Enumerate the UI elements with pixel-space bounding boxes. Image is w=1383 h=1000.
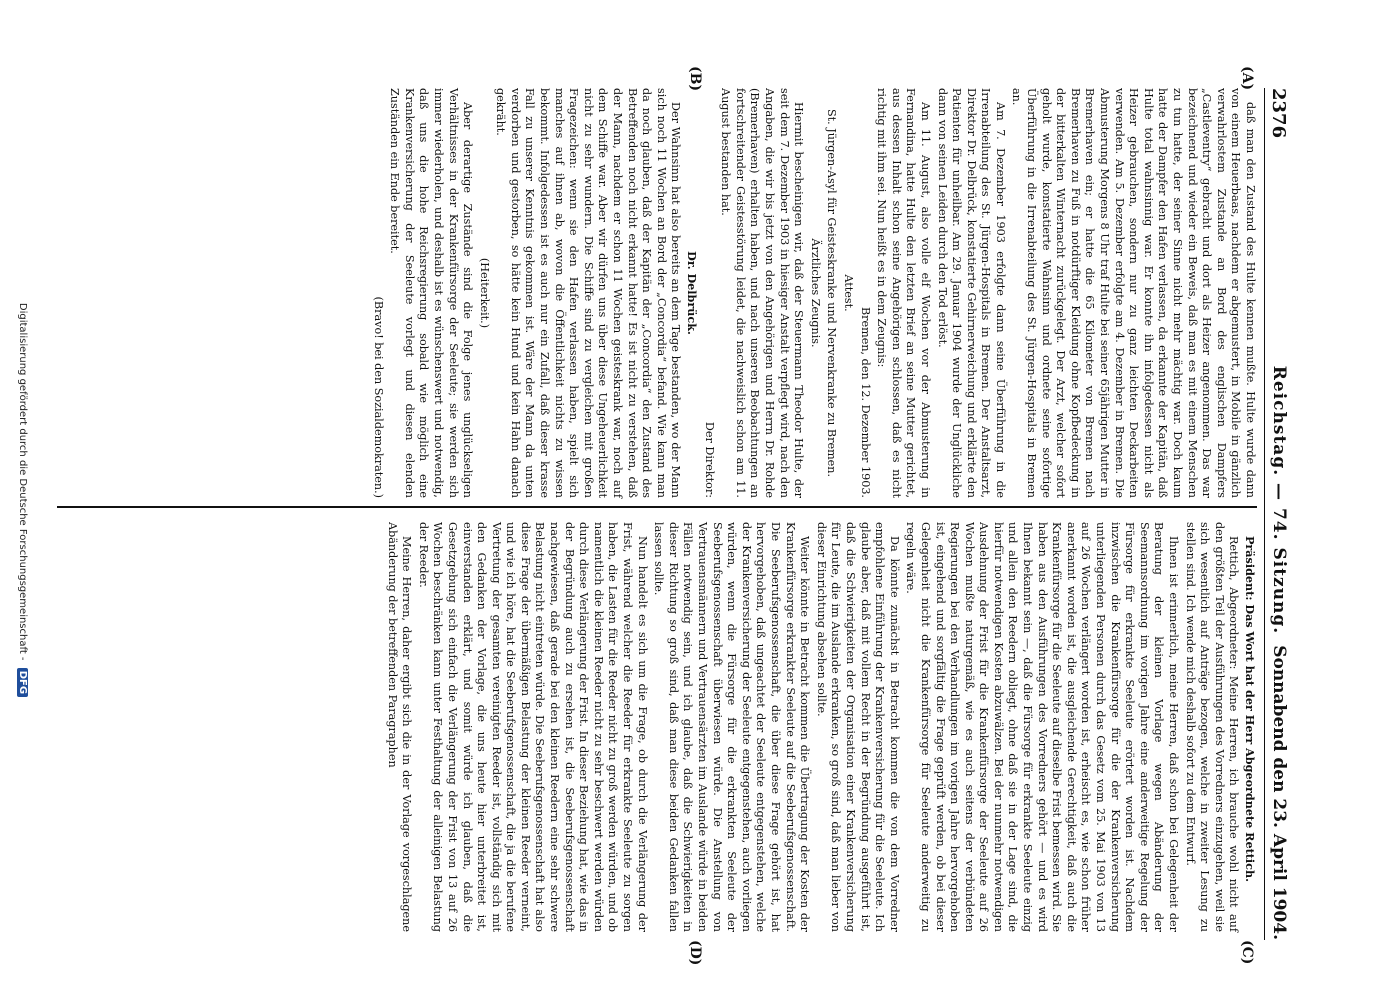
attest-title: Attest. xyxy=(841,274,855,312)
running-head: Reichstag. — 74. Sitzung. xyxy=(1269,365,1289,635)
paragraph: Am 7. Dezember 1903 erfolgte dann seine Überführung in die Irrenabteilung des St. Jürgen-Hospitals in Bremen. Der Anstaltsarzt, Direktor Dr. Delbrück, konstatierte Gehirnerweichung und erklärte den Patienten für unheilbar. Am 29. Januar 1904 wurde der Unglückliche dann von seinen Leiden durch den Tod erlöst. xyxy=(935,88,1007,498)
page-number: 2376 xyxy=(1268,88,1289,139)
paragraph: Der Wahnsinn hat also bereits an dem Tage bestanden, wo der Mann sich noch 11 Wochen an Bord der „Concordia“ befand. Wie kann man da noch glauben, daß der Kapitän der „Concordia“ den Zustand des Betreffenden noch nicht erkannt hatte! Es ist nicht zu verstehen, daß der Mann, nachdem er schon 11 Wochen geisteskrank war, noch auf dem Schiffe war. Aber wir dürfen uns über diese Ungeheuerlichkeit nicht zu sehr wundern. Die Schiffe sind zu vergleichen mit großen Fragezeichen: wenn sie den Hafen verlassen haben, spielt sich manches auf ihnen ab, wovon die Öffentlichkeit nichts zu wissen bekommt. Infolgedessen ist es auch nur ein Zufall, daß dieser krasse Fall zu unserer Kenntnis gekommen ist. Wäre der Mann da unten verdorben und gestorben, so hätte kein Hund und kein Hahn danach gekräht. xyxy=(494,88,683,498)
header-rule xyxy=(1264,88,1265,940)
margin-marker-d: (D) xyxy=(687,940,703,966)
attest-date: Bremen, den 12. Dezember 1903. xyxy=(858,306,872,498)
page-header xyxy=(1268,0,1383,1000)
institution-name: St. Jürgen-Asyl für Geisteskranke und Nervenkranke zu Bremen. xyxy=(825,108,839,478)
dfg-logo: DFG xyxy=(17,668,28,697)
right-column xyxy=(382,522,1257,932)
paragraph: Aber derartige Zustände sind die Folge jenes unglückseligen Verhältnisses in der Krankenfürsorge der Seeleute; sie werden sich immer wiederholen, und deshalb ist es wünschenswert und notwendig, daß uns die hohe Reichsregierung sobald wie möglich eine Krankenversicherung der Seeleute vorlegt und diesen elenden Zuständen ein Ende bereitet. xyxy=(388,88,475,498)
paragraph: Nun handelt es sich um die Frage, ob durch die Verlängerung der Frist, während welcher die Reeder für erkrankte Seeleute zu sorgen haben, die Lasten für die Reeder nicht zu groß werden würden, und ob namentlich die kleinen Reeder nicht zu sehr beschwert werden würden durch diese Verlängerung der Frist. In dieser Beziehung hat, wie das in der Begründung auch zu ersehen ist, die Seeberufsgenossenschaft nachgewiesen, daß gerade bei den kleinen Reedern eine sehr schwere Belastung nicht eintreten würde. Die Seeberufsgenossenschaft hat also diese Frage der übermäßigen Belastung der kleinen Reeder verneint, und wie ich höre, hat die Seeberufsgenossenschaft, die ja die berufene Vertretung der gesamten vereinigten Reeder ist, vollständig sich mit den Gedanken der Vorlage, die uns heute hier unterbreitet ist, einverstanden erklärt, und somit würde ich glauben, daß die Gesetzgebung sich einfach die Verlängerung der Frist von 13 auf 26 Wochen beschränken kann unter Festhaltung der alleinigen Belastung der Reeder. xyxy=(416,522,649,932)
paragraph: Rettich, Abgeordneter: Meine Herren, ich brauche wohl nicht auf den größten Teil der Ausführungen des Vorredners einzugehen, weil sie sich wesentlich auf Anträge bezogen, welche in zweiter Lesung zu stellen sind. Ich wende mich deshalb sofort zu dem Entwurf. xyxy=(1183,522,1241,932)
credit-text: Digitalisierung gefördert durch die Deutsche Forschungsgemeinschaft - xyxy=(17,302,28,661)
paragraph: Weiter könnte in Betracht kommen die Übertragung der Kosten der Krankenfürsorge erkrankter Seeleute auf die Seeberufsgenossenschaft. Die Seeberufsgenossenschaft, die über diese Frage gehört ist, hat hervorgehoben, daß ungeachtet der Seeleute entgegenstehen, welche der Krankenversicherung der Seeleute entgegenstehen, auch vorliegen würden, wenn die Fürsorge für die erkrankten Seeleute der Seeberufsgenossenschaft überwiesen würde. Die Anstellung von Vertrauensmännern und Vertrauensärzten im Auslande würde in beiden Fällen notwendig sein, und ich glaube, daß die Schwierigkeiten in dieser Richtung so groß sind, daß man diese beiden Gedanken fallen lassen sollte. xyxy=(652,522,812,932)
interjection: (Heiterkeit.) xyxy=(477,257,491,329)
paragraph: Ihnen ist erinnerlich, meine Herren, daß schon bei Gelegenheit der Beratung der kleinen Vorlage wegen Abänderung der Seemannsordnung im vorigen Jahre eine anderweitige Regelung der Fürsorge für erkrankte Seeleute erörtert worden ist. Nachdem inzwischen die Krankenfürsorge für die der Krankenversicherung unterliegenden Personen durch das Gesetz vom 25. Mai 1903 von 13 auf 26 Wochen verlängert worden ist, erheischt es, wie schon früher anerkannt worden ist, die ausgleichende Gerechtigkeit, daß auch die Krankenfürsorge für die Seeleute auf dieselbe Frist bemessen wird. Sie haben aus den Ausführungen des Vorredners gehört — und es wird Ihnen bekannt sein —, daß die Fürsorge für erkrankte Seeleute einzig und allein den Reedern obliegt, ohne daß sie in der Lage sind, die hierfür notwendigen Kosten abzuwälzen. Bei der nunmehr notwendigen Ausdehnung der Frist für die Krankenfürsorge der Seeleute auf 26 Wochen mußte naturgemäß, wie es auch seitens der verbündeten Regierungen bei den Verhandlungen im vorigen Jahre hervorgehoben ist, eingehend und sorgfältig die Frage geprüft werden, ob bei dieser Gelegenheit nicht die Krankenfürsorge für Seeleute anderweitig zu regeln wäre. xyxy=(904,522,1181,932)
paragraph: Am 11. August, also volle elf Wochen vor der Abmusterung in Fernandina, hatte Hulte den letzten Brief an seine Mutter gerichtet, aus dessen Inhalt schon seine Angehörigen schlossen, daß es nicht richtig mit ihm sei. Nun heißt es in dem Zeugnis: xyxy=(875,88,932,498)
left-column xyxy=(368,88,1257,498)
session-date: Sonnabend den 23. April 1904. xyxy=(1269,645,1289,940)
margin-marker-c: (C) xyxy=(1239,940,1255,965)
digitization-credit xyxy=(17,0,28,1000)
paragraph: daß man den Zustand des Hulte kennen mußte. Hulte wurde dann von einem Heuerbaas, nachdem er abgemustert, in Mobile in gänzlich verwahrlostem Zustande an Bord des englischen Dampfers „Castleventry“ gebracht und dort als Heizer angenommen. Das war bezeichnend und wieder ein Beweis, daß man es mit einem Menschen zu tun hatte, der seiner Sinne nicht mehr mächtig war. Doch kaum hatte der Dampfer den Hafen verlassen, da erkannte der Kapitän, daß Hulte total wahnsinnig war. Er konnte ihn infolgedessen nicht als Heizer gebrauchen, sondern nur zu ganz leichten Deckarbeiten verwenden. Am 5. Dezember erfolgte am 4. Dezember in Bremen. Die Abmusterung Morgens 8 Uhr traf Hulte bei seiner 65jährigen Mutter in Bremerhaven ein; er hatte die 65 Kilometer von Bremen nach Bremerhaven zu Fuß in notdürftiger Kleidung ohne Kopfbedeckung in der bitterkalten Winternacht zurückgelegt. Der Arzt, welcher sofort geholt wurde, konstatierte Wahnsinn und ordnete seine sofortige Überführung in die Irrenabteilung des St. Jürgen-Hospitals in Bremen an. xyxy=(1010,88,1257,498)
certificate-title: Ärztliches Zeugnis. xyxy=(808,238,822,348)
margin-marker-b: (B) xyxy=(687,66,703,92)
paragraph: Hiermit bescheinigen wir, daß der Steuermann Theodor Hulte, der seit dem 7. Dezember 1903 in hiesiger Anstalt verpflegt wird, nach den Angaben, die wir bis jetzt von den Angehörigen und Herrn Dr. Rohde (Bremerhaven) erhalten haben, und nach unseren Beobachtungen an fortschreitender Geistesstörung leidet, die nachweislich schon am 11. August bestanden hat. xyxy=(719,88,806,498)
margin-marker-a: (A) xyxy=(1239,66,1255,91)
paragraph: Meine Herren, daher ergibt sich die in der Vorlage vorgeschlagene Abänderung der betreffenden Paragraphen xyxy=(385,522,414,932)
speaker-paragraph: Präsident: Das Wort hat der Herr Abgeordnete Rettich. xyxy=(1243,536,1257,883)
signature-role: Der Direktor: xyxy=(702,421,716,498)
column-divider xyxy=(57,506,1257,508)
paragraph: Da könnte zunächst in Betracht kommen die von dem Vorredner empfohlene Einführung der Krankenversicherung für die Seeleute. Ich glaube aber, daß mit vollem Recht in der Begründung ausgeführt ist, daß die Schwierigkeiten der Organisation einer Krankenversicherung für Leute, die im Auslande erkranken, so groß sind, daß man lieber von dieser Einrichtung absehen sollte. xyxy=(814,522,901,932)
interjection: (Bravo! bei den Sozialdemokraten.) xyxy=(371,296,385,498)
signature-name: Dr. Delbrück. xyxy=(685,251,700,335)
